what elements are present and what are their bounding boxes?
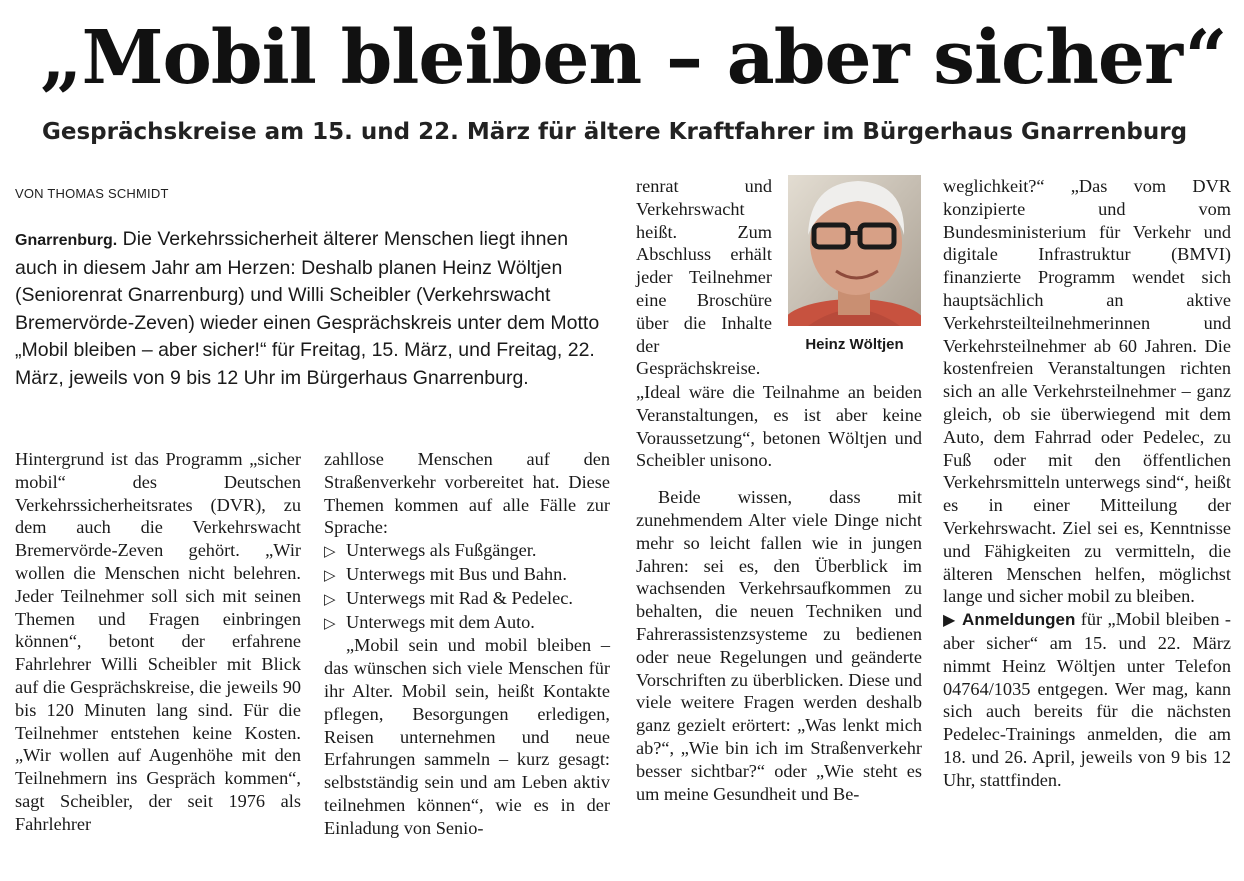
topic-label: Unterwegs mit dem Auto. [346,611,535,632]
registration-label: Anmeldungen [962,610,1076,630]
topic-list-item [324,587,610,611]
portrait-photo [788,175,921,326]
headline: „Mobil bleiben – aber sicher“ [40,15,1227,101]
column-4 [943,175,1231,792]
triangle-bullet-icon: ▷ [324,613,336,632]
body-paragraph: renrat und Verkehrswacht heißt. Zum Abschluss erhält jeder Teilnehmer eine Broschüre über die Inhalte der Gesprächskreise. [636,176,772,379]
portrait-image [788,175,921,326]
body-paragraph: „Mobil sein und mobil bleiben – das wünschen sich viele Menschen für ihr Alter. Mobil sein, heißt Kontakte pflegen, Besorgungen erledigen, Reisen unternehmen und neue Erfahrungen sammeln – kurz gesagt: selbstständig sein und am Leben aktiv teilnehmen können“, wie es in der Einladung von Senio- [324,635,610,838]
body-paragraph: Beide wissen, dass mit zunehmendem Alter viele Dinge nicht mehr so leicht fallen wie in jungen Jahren: sei es, den Überblick im wachsenden Verkehrsaufkommen zu behalten, die neuen Techniken und Fahrerassistenzsysteme zu bedienen oder neue Regelungen und geänderte Vorschriften zu überblicken. Diese und viele weitere Fragen werden deshalb ganz gezielt erörtert: „Was lenkt mich ab?“, „Wie bin ich im Straßenverkehr besser sichtbar?“ oder „Wie steht es um meine Gesundheit und Be- [636,487,922,804]
body-paragraph: weglichkeit?“ „Das vom DVR konzipierte und vom Bundesministerium für Verkehr und digitale Infrastruktur (BMVI) finanzierte Programm wendet sich hauptsächlich an aktive Verkehrsteilteilnehmerinnen und Verkehrsteilnehmer ab 60 Jahren. Die kostenfreien Veranstaltungen richten sich an alle Verkehrsteilnehmer – ganz gleich, ob sie überwiegend mit dem Auto, dem Fahrrad oder Pedelec, zu Fuß oder mit den öffentlichen Verkehrsmitteln unterwegs sind“, heißt es in einer Mitteilung der Verkehrswacht. Ziel sei es, Kenntnisse und Fähigkeiten zu vermitteln, die älteren Menschen helfen, möglichst lange und sicher mobil zu bleiben. [943,176,1231,607]
column-2 [324,448,610,840]
byline: VON THOMAS SCHMIDT [15,186,169,201]
topic-list-item [324,539,610,563]
subheadline: Gesprächskreise am 15. und 22. März für ältere Kraftfahrer im Bürgerhaus Gnarrenburg [42,119,1188,145]
registration-paragraph [943,608,1231,791]
registration-text: für „Mobil bleiben - aber sicher“ am 15. und 22. März nimmt Heinz Wöltjen unter Telefon 04764/1035 entgegen. Wer mag, kann sich auch bereits für die nächsten Pedelec-Trainings anmelden, die am 18. und 26. April, jeweils von 9 bis 12 Uhr, stattfinden. [943,609,1231,790]
lead-paragraph [15,226,610,392]
column-1 [15,448,301,836]
photo-caption: Heinz Wöltjen [805,336,904,353]
topic-label: Unterwegs mit Bus und Bahn. [346,563,567,584]
topic-list-item [324,611,610,635]
triangle-arrow-icon: ▶ [943,610,963,630]
topic-label: Unterwegs mit Rad & Pedelec. [346,587,573,608]
column-3-bottom [636,381,922,805]
triangle-bullet-icon: ▷ [324,589,336,608]
topic-label: Unterwegs als Fußgänger. [346,540,537,561]
column-3-top [636,175,772,380]
body-paragraph: „Ideal wäre die Teilnahme an beiden Veranstaltungen, es ist aber keine Voraussetzung“, betonen Wöltjen und Scheibler unisono. [636,382,922,471]
lead-text: Die Verkehrssicherheit älterer Menschen liegt ihnen auch in diesem Jahr am Herzen: Deshalb planen Heinz Wöltjen (Seniorenrat Gnarrenburg) und Willi Scheibler (Verkehrswacht Bremervörde-Zeven) wieder einen Gesprächskreis unter dem Motto „Mobil bleiben – aber sicher!“ für Freitag, 15. März, und Freitag, 22. März, jeweils von 9 bis 12 Uhr im Bürgerhaus Gnarrenburg. [15,228,600,389]
body-paragraph: Hintergrund ist das Programm „sicher mobil“ des Deutschen Verkehrssicherheitsrates (DVR), zu dem auch die Verkehrswacht Bremervörde-Zeven gehört. „Wir wollen die Menschen nicht belehren. Jeder Teilnehmer soll sich mit seinen Themen und Fragen einbringen können“, betont der erfahrene Fahrlehrer Willi Scheibler mit Blick auf die Gesprächskreise, die jeweils 90 bis 120 Minuten lang sind. Für die Teilnehmer entstehen keine Kosten. „Wir wollen auf Augenhöhe mit den Teilnehmern ins Gespräch kommen“, sagt Scheibler, der seit 1976 als Fahrlehrer [15,449,301,834]
triangle-bullet-icon: ▷ [324,542,336,561]
body-paragraph: zahllose Menschen auf den Straßenverkehr vorbereitet hat. Diese Themen kommen auf alle Fälle zur Sprache: [324,449,610,538]
topic-list-item [324,563,610,587]
dateline: Gnarrenburg. [15,232,118,249]
triangle-bullet-icon: ▷ [324,565,336,584]
